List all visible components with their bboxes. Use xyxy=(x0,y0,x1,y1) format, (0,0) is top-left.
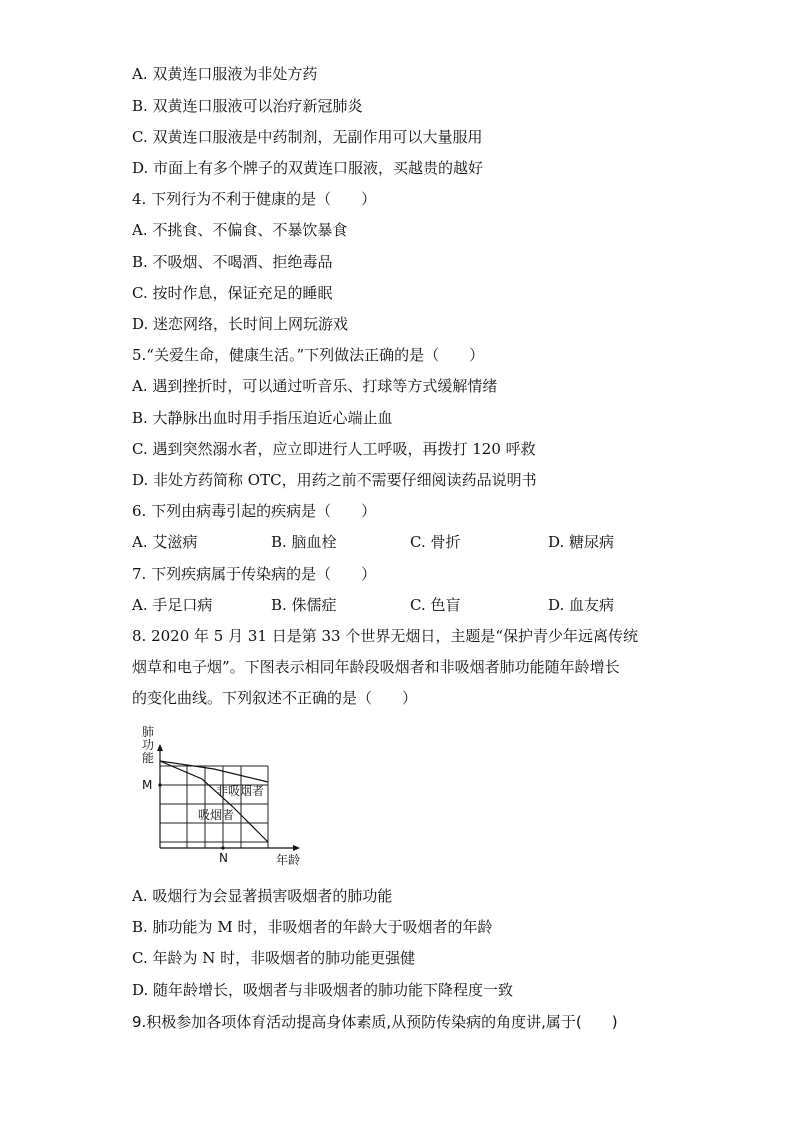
m-label: M xyxy=(142,778,153,792)
q8-stem-line-2: 烟草和电子烟”。下图表示相同年龄段吸烟者和非吸烟者肺功能随年龄增长 xyxy=(132,658,620,676)
q3-option-b: B. 双黄连口服液可以治疗新冠肺炎 xyxy=(132,97,363,115)
y-axis-label-char-1: 肺 xyxy=(142,725,155,739)
q8-option-a: A. 吸烟行为会显著损害吸烟者的肺功能 xyxy=(132,887,393,905)
q3-option-d: D. 市面上有多个牌子的双黄连口服液，买越贵的越好 xyxy=(132,159,484,177)
q8-stem-line-3: 的变化曲线。下列叙述不正确的是（ ） xyxy=(132,689,418,707)
q8-stem-line-1: 8. 2020 年 5 月 31 日是第 33 个世界无烟日，主题是“保护青少年远离传统 xyxy=(132,627,639,645)
q3-option-a: A. 双黄连口服液为非处方药 xyxy=(132,65,318,83)
q3-option-c: C. 双黄连口服液是中药制剂，无副作用可以大量服用 xyxy=(132,128,483,146)
x-axis-label: 年龄 xyxy=(276,853,301,867)
q8-option-c: C. 年龄为 N 时，非吸烟者的肺功能更强健 xyxy=(132,949,416,967)
q5-option-b: B. 大静脉出血时用手指压迫近心端止血 xyxy=(132,409,393,427)
nonsmoker-series-label: 非吸烟者 xyxy=(216,784,265,798)
y-axis-label-char-3: 能 xyxy=(142,751,155,765)
q8-option-b: B. 肺功能为 M 时，非吸烟者的年龄大于吸烟者的年龄 xyxy=(132,918,493,936)
n-label: N xyxy=(219,851,228,865)
smoker-curve xyxy=(160,761,268,842)
q5-stem: 5.“关爱生命，健康生活。”下列做法正确的是（ ） xyxy=(132,346,485,364)
q4-option-c: C. 按时作息，保证充足的睡眠 xyxy=(132,284,333,302)
q6-option-a: A. 艾滋病 xyxy=(132,533,198,551)
q5-option-d: D. 非处方药简称 OTC，用药之前不需要仔细阅读药品说明书 xyxy=(132,471,537,489)
nonsmoker-curve xyxy=(160,761,268,782)
q8-option-d: D. 随年龄增长，吸烟者与非吸烟者的肺功能下降程度一致 xyxy=(132,981,514,999)
smoker-series-label: 吸烟者 xyxy=(198,808,235,822)
lung-function-chart xyxy=(132,724,312,872)
x-axis-arrow-icon xyxy=(293,845,300,851)
q6-option-b: B. 脑血栓 xyxy=(271,533,337,551)
y-axis-arrow-icon xyxy=(157,744,163,751)
q7-stem: 7. 下列疾病属于传染病的是（ ） xyxy=(132,565,377,583)
q7-option-c: C. 色盲 xyxy=(410,596,461,614)
q4-option-b: B. 不吸烟、不喝酒、拒绝毒品 xyxy=(132,253,333,271)
q9-stem: 9.积极参加各项体育活动提高身体素质,从预防传染病的角度讲,属于( ) xyxy=(132,1013,618,1031)
q7-option-d: D. 血友病 xyxy=(548,596,615,614)
q4-option-a: A. 不挑食、不偏食、不暴饮暴食 xyxy=(132,221,348,239)
q5-option-a: A. 遇到挫折时，可以通过听音乐、打球等方式缓解情绪 xyxy=(132,377,498,395)
q7-option-b: B. 侏儒症 xyxy=(271,596,337,614)
q5-option-c: C. 遇到突然溺水者，应立即进行人工呼吸，再拨打 120 呼救 xyxy=(132,440,536,458)
q7-option-a: A. 手足口病 xyxy=(132,596,213,614)
q6-stem: 6. 下列由病毒引起的疾病是（ ） xyxy=(132,502,377,520)
n-point-marker xyxy=(221,846,224,849)
m-point-marker xyxy=(158,783,161,786)
q6-option-c: C. 骨折 xyxy=(410,533,461,551)
q6-option-d: D. 糖尿病 xyxy=(548,533,615,551)
y-axis-label-char-2: 功 xyxy=(142,738,155,752)
q4-stem: 4. 下列行为不利于健康的是（ ） xyxy=(132,190,377,208)
q4-option-d: D. 迷恋网络，长时间上网玩游戏 xyxy=(132,315,349,333)
